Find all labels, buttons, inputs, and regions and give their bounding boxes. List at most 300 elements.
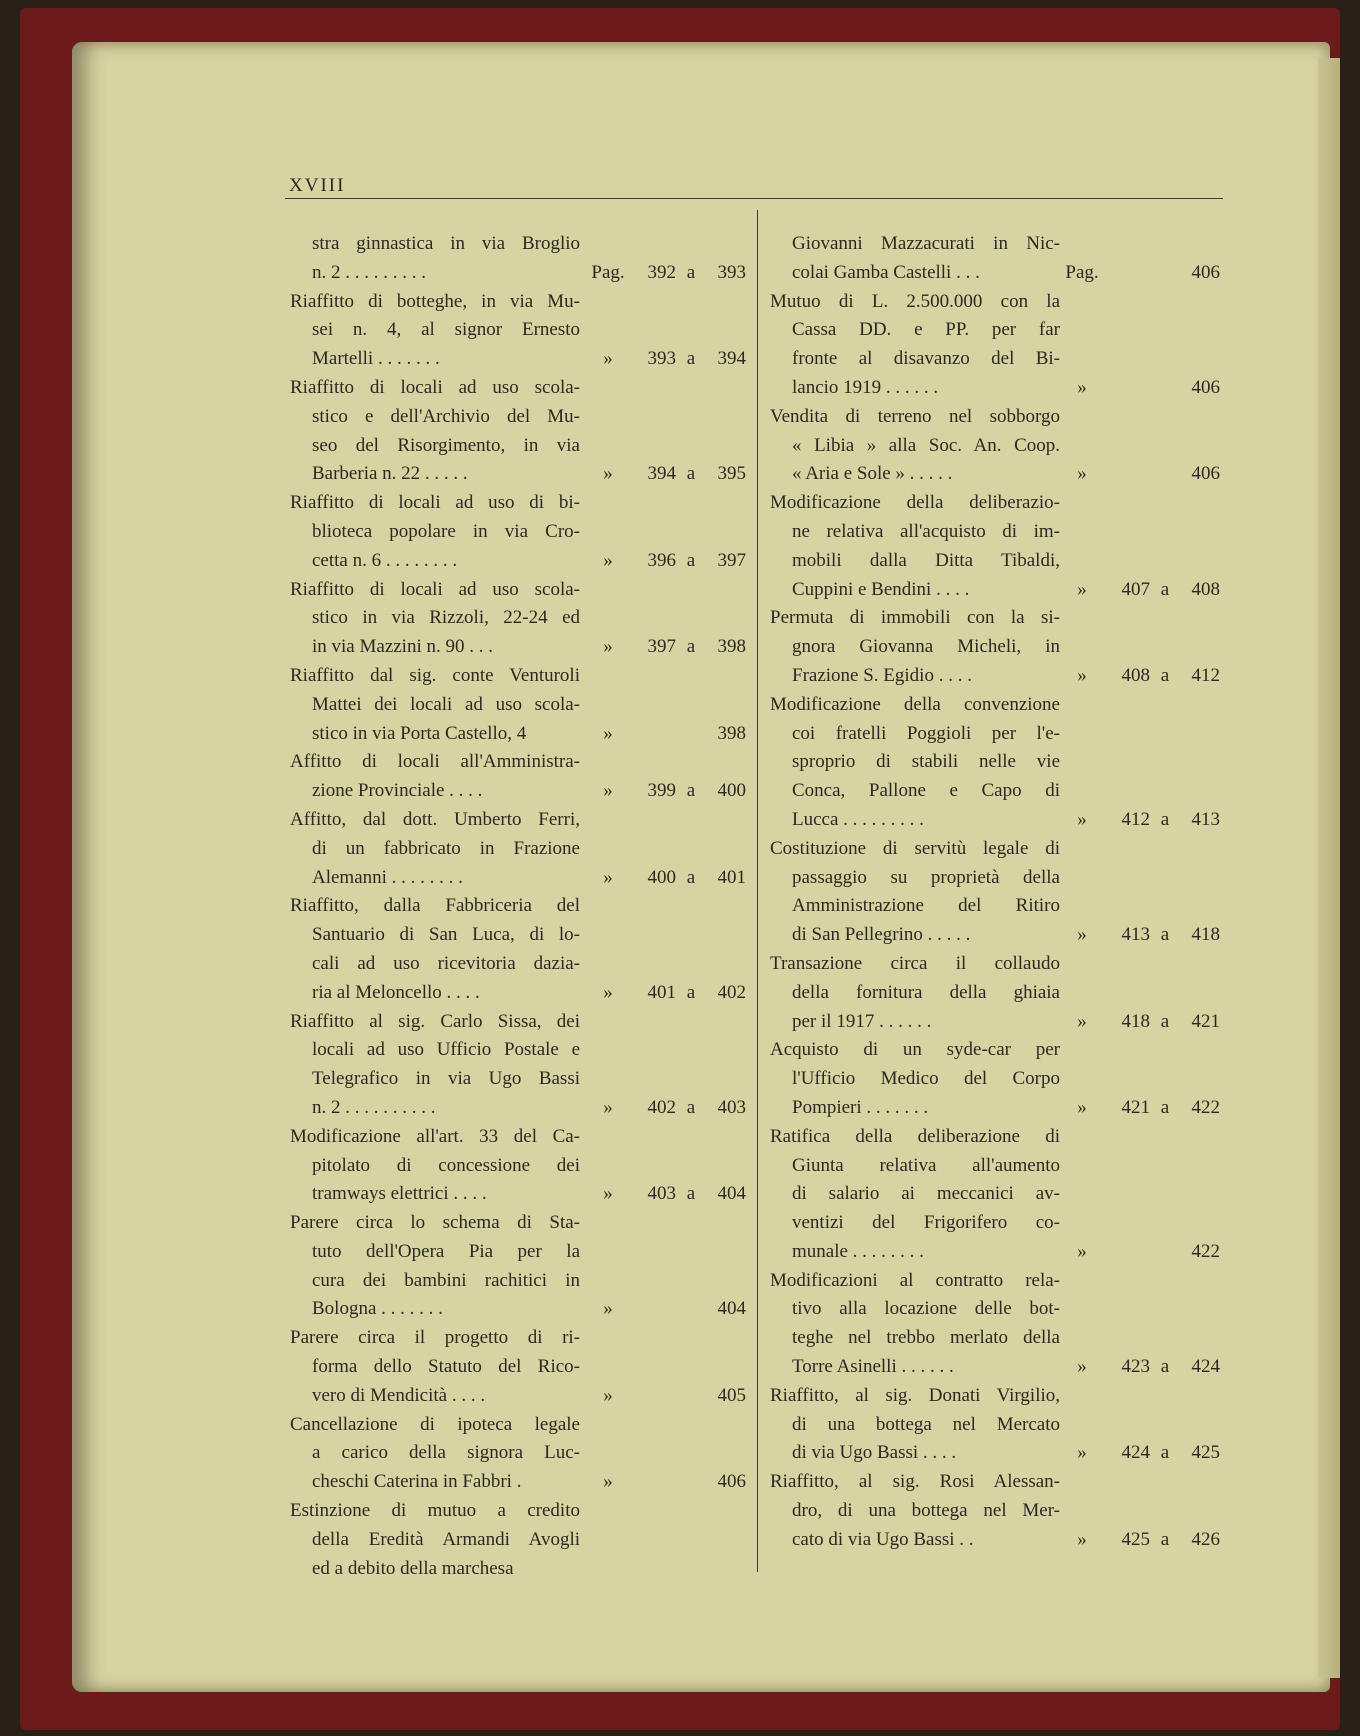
entry-line bbox=[290, 1497, 750, 1526]
entry-text: n. 2 . . . . . . . . . . bbox=[312, 1096, 436, 1118]
entry-line bbox=[770, 518, 1225, 547]
entry-line bbox=[290, 1267, 750, 1296]
entry-text: Cassa DD. e PP. per far bbox=[792, 319, 1060, 341]
entry-line bbox=[770, 547, 1225, 576]
entry-line bbox=[290, 1295, 750, 1324]
index-entry bbox=[290, 230, 750, 288]
entry-line bbox=[770, 1382, 1225, 1411]
page-number: XVIII bbox=[289, 175, 346, 196]
entry-line bbox=[290, 633, 750, 662]
entry-line bbox=[290, 662, 750, 691]
index-entry bbox=[770, 950, 1225, 1036]
entry-text: tivo alla locazione delle bot- bbox=[792, 1298, 1060, 1320]
entry-text: Permuta di immobili con la si- bbox=[770, 607, 1060, 629]
entry-text: fronte al disavanzo del Bi- bbox=[792, 348, 1060, 370]
page-to: 398 bbox=[717, 722, 746, 744]
page-marker: » bbox=[603, 1096, 613, 1118]
entry-text: sproprio di stabili nelle vie bbox=[792, 751, 1060, 773]
entry-text: Martelli . . . . . . . bbox=[312, 348, 440, 370]
entry-line bbox=[770, 316, 1225, 345]
entry-text: stico in via Porta Castello, 4 bbox=[312, 722, 527, 744]
page-to: 397 bbox=[717, 549, 746, 571]
page-marker: » bbox=[1077, 924, 1087, 946]
page-to: 424 bbox=[1191, 1356, 1220, 1378]
entry-line bbox=[770, 1497, 1225, 1526]
page-to: 404 bbox=[717, 1298, 746, 1320]
entry-line bbox=[290, 1382, 750, 1411]
entry-line bbox=[290, 720, 750, 749]
entry-text: cheschi Caterina in Fabbri . bbox=[312, 1471, 522, 1493]
entry-text: zione Provinciale . . . . bbox=[312, 780, 483, 802]
page-marker: » bbox=[1077, 578, 1087, 600]
entry-line bbox=[770, 748, 1225, 777]
entry-line bbox=[290, 1065, 750, 1094]
entry-line bbox=[290, 230, 750, 259]
entry-line bbox=[290, 345, 750, 374]
entry-text: seo del Risorgimento, in via bbox=[312, 434, 580, 456]
entry-line bbox=[770, 1267, 1225, 1296]
entry-text: Ratifica della deliberazione di bbox=[770, 1125, 1060, 1147]
range-word: a bbox=[1160, 664, 1170, 686]
page-marker: » bbox=[603, 1471, 613, 1493]
page-from: 407 bbox=[1121, 578, 1150, 600]
range-word: a bbox=[686, 261, 696, 283]
entry-text: cato di via Ugo Bassi . . bbox=[792, 1528, 974, 1550]
entry-line bbox=[290, 547, 750, 576]
entry-text: Modificazione all'art. 33 del Ca- bbox=[290, 1125, 580, 1147]
entry-line bbox=[770, 345, 1225, 374]
entry-line bbox=[290, 489, 750, 518]
entry-line bbox=[290, 892, 750, 921]
page-marker: Pag. bbox=[591, 261, 625, 283]
range-word: a bbox=[1160, 1096, 1170, 1118]
page-from: 403 bbox=[647, 1183, 676, 1205]
page-from: 393 bbox=[647, 348, 676, 370]
entry-line bbox=[290, 950, 750, 979]
range-word: a bbox=[686, 780, 696, 802]
page-marker: » bbox=[1077, 664, 1087, 686]
entry-text: ventizi del Frigorifero co- bbox=[792, 1212, 1060, 1234]
entry-line bbox=[770, 403, 1225, 432]
entry-text: gnora Giovanna Micheli, in bbox=[792, 636, 1060, 658]
page-to: 393 bbox=[717, 261, 746, 283]
range-word: a bbox=[1160, 1356, 1170, 1378]
entry-line bbox=[290, 1468, 750, 1497]
entry-text: di salario ai meccanici av- bbox=[792, 1183, 1060, 1205]
entry-line bbox=[290, 1152, 750, 1181]
page-to: 403 bbox=[717, 1096, 746, 1118]
range-word: a bbox=[1160, 924, 1170, 946]
range-word: a bbox=[686, 549, 696, 571]
entry-line bbox=[770, 576, 1225, 605]
entry-text: Mutuo di L. 2.500.000 con la bbox=[770, 290, 1060, 312]
page-to: 394 bbox=[717, 348, 746, 370]
entry-line bbox=[290, 864, 750, 893]
page-marker: » bbox=[1077, 1010, 1087, 1032]
entry-line bbox=[290, 835, 750, 864]
entry-text: Vendita di terreno nel sobborgo bbox=[770, 405, 1060, 427]
entry-text: Lucca . . . . . . . . . bbox=[792, 808, 924, 830]
index-entry bbox=[770, 1267, 1225, 1382]
entry-text: Affitto di locali all'Amministra- bbox=[290, 751, 580, 773]
page-marker: » bbox=[1077, 463, 1087, 485]
entry-text: Modificazioni al contratto rela- bbox=[770, 1269, 1060, 1291]
entry-line bbox=[770, 1065, 1225, 1094]
entry-text: lancio 1919 . . . . . . bbox=[792, 376, 939, 398]
entry-line bbox=[770, 691, 1225, 720]
left-column bbox=[290, 230, 750, 1583]
entry-line bbox=[770, 1036, 1225, 1065]
entry-line bbox=[290, 604, 750, 633]
page-to: 404 bbox=[717, 1183, 746, 1205]
range-word: a bbox=[1160, 1010, 1170, 1032]
page-marker: » bbox=[1077, 1442, 1087, 1464]
entry-line bbox=[290, 403, 750, 432]
entry-line bbox=[290, 1238, 750, 1267]
entry-line bbox=[290, 777, 750, 806]
entry-line bbox=[290, 288, 750, 317]
entry-line bbox=[290, 1008, 750, 1037]
page-marker: » bbox=[603, 1183, 613, 1205]
column-divider bbox=[757, 210, 758, 1572]
page-marker: » bbox=[1077, 1528, 1087, 1550]
page-marker: » bbox=[1077, 1356, 1087, 1378]
page-marker: » bbox=[603, 780, 613, 802]
index-entry bbox=[770, 1468, 1225, 1554]
entry-text: Telegrafico in via Ugo Bassi bbox=[312, 1068, 580, 1090]
entry-text: Riaffitto, al sig. Donati Virgilio, bbox=[770, 1384, 1060, 1406]
page-from: 400 bbox=[647, 866, 676, 888]
index-entry bbox=[290, 1123, 750, 1209]
entry-line bbox=[290, 576, 750, 605]
page-to: 412 bbox=[1191, 664, 1220, 686]
entry-text: cetta n. 6 . . . . . . . . bbox=[312, 549, 458, 571]
page-to: 413 bbox=[1191, 808, 1220, 830]
entry-line bbox=[770, 1295, 1225, 1324]
entry-text: di una bottega nel Mercato bbox=[792, 1413, 1060, 1435]
entry-text: della fornitura della ghiaia bbox=[792, 981, 1060, 1003]
entry-text: Riaffitto di locali ad uso scola- bbox=[290, 578, 580, 600]
entry-text: per il 1917 . . . . . . bbox=[792, 1010, 932, 1032]
index-entry bbox=[290, 1209, 750, 1324]
entry-text: Pompieri . . . . . . . bbox=[792, 1096, 929, 1118]
entry-line bbox=[770, 633, 1225, 662]
entry-text: « Aria e Sole » . . . . . bbox=[792, 463, 953, 485]
entry-text: coi fratelli Poggioli per l'e- bbox=[792, 722, 1060, 744]
entry-text: Barberia n. 22 . . . . . bbox=[312, 463, 468, 485]
entry-text: Bologna . . . . . . . bbox=[312, 1298, 443, 1320]
entry-text: Costituzione di servitù legale di bbox=[770, 837, 1060, 859]
index-entry bbox=[290, 662, 750, 748]
page-from: 421 bbox=[1121, 1096, 1150, 1118]
entry-text: sei n. 4, al signor Ernesto bbox=[312, 319, 580, 341]
entry-line bbox=[290, 374, 750, 403]
page-marker: » bbox=[1077, 808, 1087, 830]
entry-text: stico in via Rizzoli, 22-24 ed bbox=[312, 607, 580, 629]
entry-text: Giunta relativa all'aumento bbox=[792, 1154, 1060, 1176]
page-marker: » bbox=[603, 549, 613, 571]
entry-text: Parere circa il progetto di ri- bbox=[290, 1327, 580, 1349]
entry-line bbox=[290, 518, 750, 547]
entry-text: Riaffitto di locali ad uso scola- bbox=[290, 376, 580, 398]
entry-line bbox=[770, 1353, 1225, 1382]
entry-line bbox=[770, 777, 1225, 806]
page-from: 397 bbox=[647, 636, 676, 658]
index-entry bbox=[770, 403, 1225, 489]
index-entry bbox=[290, 288, 750, 374]
entry-line bbox=[770, 1180, 1225, 1209]
entry-line bbox=[770, 230, 1225, 259]
entry-line bbox=[290, 259, 750, 288]
entry-line bbox=[770, 1526, 1225, 1555]
entry-text: Mattei dei locali ad uso scola- bbox=[312, 693, 580, 715]
entry-line bbox=[770, 1094, 1225, 1123]
entry-line bbox=[770, 835, 1225, 864]
entry-line bbox=[770, 1123, 1225, 1152]
range-word: a bbox=[686, 463, 696, 485]
page-from: 401 bbox=[647, 981, 676, 1003]
entry-text: di via Ugo Bassi . . . . bbox=[792, 1442, 957, 1464]
entry-text: munale . . . . . . . . bbox=[792, 1240, 924, 1262]
entry-line bbox=[770, 1324, 1225, 1353]
entry-text: vero di Mendicità . . . . bbox=[312, 1384, 486, 1406]
entry-line bbox=[770, 460, 1225, 489]
page-to: 405 bbox=[717, 1384, 746, 1406]
entry-line bbox=[290, 979, 750, 1008]
page-marker: » bbox=[603, 981, 613, 1003]
index-entry bbox=[290, 748, 750, 806]
entry-text: Riaffitto, al sig. Rosi Alessan- bbox=[770, 1471, 1060, 1493]
page-from: 392 bbox=[647, 261, 676, 283]
entry-line bbox=[770, 432, 1225, 461]
page-from: 394 bbox=[647, 463, 676, 485]
entry-text: cura dei bambini rachitici in bbox=[312, 1269, 580, 1291]
page-from: 413 bbox=[1121, 924, 1150, 946]
index-entry bbox=[290, 1411, 750, 1497]
entry-text: cali ad uso ricevitoria dazia- bbox=[312, 952, 580, 974]
entry-line bbox=[770, 950, 1225, 979]
entry-text: Parere circa lo schema di Sta- bbox=[290, 1212, 580, 1234]
page-from: 424 bbox=[1121, 1442, 1150, 1464]
page-to: 401 bbox=[717, 866, 746, 888]
entry-text: Riaffitto, dalla Fabbriceria del bbox=[290, 895, 580, 917]
index-entry bbox=[770, 288, 1225, 403]
index-entry bbox=[770, 835, 1225, 950]
page-from: 402 bbox=[647, 1096, 676, 1118]
page-to: 400 bbox=[717, 780, 746, 802]
entry-line bbox=[770, 1439, 1225, 1468]
entry-text: Transazione circa il collaudo bbox=[770, 952, 1060, 974]
entry-text: Acquisto di un syde-car per bbox=[770, 1039, 1060, 1061]
index-entry bbox=[290, 1008, 750, 1123]
entry-line bbox=[770, 1008, 1225, 1037]
entry-text: forma dello Statuto del Rico- bbox=[312, 1356, 580, 1378]
entry-text: Giovanni Mazzacurati in Nic- bbox=[792, 233, 1060, 254]
entry-text: « Libia » alla Soc. An. Coop. bbox=[792, 434, 1060, 456]
page-marker: » bbox=[603, 866, 613, 888]
entry-line bbox=[770, 374, 1225, 403]
index-entry bbox=[770, 1382, 1225, 1468]
index-entry bbox=[290, 576, 750, 662]
entry-text: Riaffitto dal sig. conte Venturoli bbox=[290, 664, 580, 686]
entry-text: di San Pellegrino . . . . . bbox=[792, 924, 971, 946]
entry-line bbox=[290, 1324, 750, 1353]
entry-line bbox=[290, 1555, 750, 1584]
index-entry bbox=[770, 1123, 1225, 1267]
entry-line bbox=[290, 806, 750, 835]
page-marker: » bbox=[603, 1298, 613, 1320]
entry-line bbox=[290, 432, 750, 461]
entry-line bbox=[290, 748, 750, 777]
page-from: 425 bbox=[1121, 1528, 1150, 1550]
page-to: 408 bbox=[1191, 578, 1220, 600]
entry-line bbox=[770, 892, 1225, 921]
range-word: a bbox=[686, 1183, 696, 1205]
entry-text: Riaffitto di locali ad uso di bi- bbox=[290, 492, 580, 514]
page-to: 425 bbox=[1191, 1442, 1220, 1464]
entry-text: mobili dalla Ditta Tibaldi, bbox=[792, 549, 1060, 571]
index-entry bbox=[770, 489, 1225, 604]
entry-text: Riaffitto di botteghe, in via Mu- bbox=[290, 290, 580, 312]
index-entry bbox=[290, 374, 750, 489]
page-marker: » bbox=[1077, 1096, 1087, 1118]
entry-line bbox=[770, 1411, 1225, 1440]
entry-text: Frazione S. Egidio . . . . bbox=[792, 664, 972, 686]
entry-text: di un fabbricato in Frazione bbox=[312, 837, 580, 859]
entry-line bbox=[290, 1439, 750, 1468]
entry-text: della Eredità Armandi Avogli bbox=[312, 1528, 580, 1550]
entry-line bbox=[770, 1238, 1225, 1267]
entry-text: Riaffitto al sig. Carlo Sissa, dei bbox=[290, 1010, 580, 1032]
page-to: 422 bbox=[1191, 1240, 1220, 1262]
range-word: a bbox=[686, 981, 696, 1003]
entry-line bbox=[770, 1152, 1225, 1181]
entry-line bbox=[290, 1209, 750, 1238]
entry-text: stra ginnastica in via Broglio bbox=[312, 233, 580, 254]
index-entry bbox=[770, 230, 1225, 288]
entry-line bbox=[770, 979, 1225, 1008]
entry-text: l'Ufficio Medico del Corpo bbox=[792, 1068, 1060, 1090]
entry-text: Conca, Pallone e Capo di bbox=[792, 780, 1060, 802]
range-word: a bbox=[1160, 1442, 1170, 1464]
entry-text: tuto dell'Opera Pia per la bbox=[312, 1240, 580, 1262]
range-word: a bbox=[686, 1096, 696, 1118]
range-word: a bbox=[1160, 1528, 1170, 1550]
entry-text: colai Gamba Castelli . . . bbox=[792, 261, 980, 283]
entry-line bbox=[770, 489, 1225, 518]
entry-text: Cuppini e Bendini . . . . bbox=[792, 578, 970, 600]
entry-line bbox=[290, 460, 750, 489]
entry-text: dro, di una bottega nel Mer- bbox=[792, 1500, 1060, 1522]
entry-text: in via Mazzini n. 90 . . . bbox=[312, 636, 493, 658]
entry-line bbox=[770, 259, 1225, 288]
page-to: 406 bbox=[1191, 261, 1220, 283]
entry-text: Modificazione della deliberazio- bbox=[770, 492, 1060, 514]
page-marker: » bbox=[603, 1384, 613, 1406]
index-entry bbox=[290, 892, 750, 1007]
entry-line bbox=[290, 1526, 750, 1555]
entry-text: blioteca popolare in via Cro- bbox=[312, 520, 580, 542]
index-entry bbox=[290, 1497, 750, 1583]
index-entry bbox=[770, 1036, 1225, 1122]
entry-text: ne relativa all'acquisto di im- bbox=[792, 520, 1060, 542]
page-to: 421 bbox=[1191, 1010, 1220, 1032]
entry-text: Affitto, dal dott. Umberto Ferri, bbox=[290, 808, 580, 830]
page-to: 418 bbox=[1191, 924, 1220, 946]
page-from: 399 bbox=[647, 780, 676, 802]
page-to: 426 bbox=[1191, 1528, 1220, 1550]
entry-line bbox=[290, 1094, 750, 1123]
entry-line bbox=[290, 316, 750, 345]
range-word: a bbox=[1160, 578, 1170, 600]
entry-line bbox=[770, 1468, 1225, 1497]
entry-text: ed a debito della marchesa bbox=[312, 1557, 514, 1579]
page-marker: » bbox=[603, 722, 613, 744]
index-entry bbox=[290, 806, 750, 892]
page-to: 395 bbox=[717, 463, 746, 485]
page-from: 408 bbox=[1121, 664, 1150, 686]
page-to: 406 bbox=[717, 1471, 746, 1493]
index-entry bbox=[770, 604, 1225, 690]
entry-text: Torre Asinelli . . . . . . bbox=[792, 1356, 954, 1378]
entry-text: Amministrazione del Ritiro bbox=[792, 895, 1060, 917]
page-from: 418 bbox=[1121, 1010, 1150, 1032]
entry-text: tramways elettrici . . . . bbox=[312, 1183, 487, 1205]
entry-text: stico e dell'Archivio del Mu- bbox=[312, 405, 580, 427]
entry-line bbox=[770, 288, 1225, 317]
entry-line bbox=[290, 921, 750, 950]
page-marker: » bbox=[1077, 376, 1087, 398]
right-column bbox=[770, 230, 1225, 1555]
entry-text: pitolato di concessione dei bbox=[312, 1154, 580, 1176]
page-to: 406 bbox=[1191, 463, 1220, 485]
page-from: 396 bbox=[647, 549, 676, 571]
page-to: 402 bbox=[717, 981, 746, 1003]
page-marker: » bbox=[603, 348, 613, 370]
entry-text: ria al Meloncello . . . . bbox=[312, 981, 480, 1003]
entry-text: Alemanni . . . . . . . . bbox=[312, 866, 463, 888]
entry-text: Santuario di San Luca, di lo- bbox=[312, 924, 580, 946]
entry-line bbox=[290, 1353, 750, 1382]
page-marker: » bbox=[603, 636, 613, 658]
entry-text: Cancellazione di ipoteca legale bbox=[290, 1413, 580, 1435]
page-from: 423 bbox=[1121, 1356, 1150, 1378]
index-entry bbox=[290, 1324, 750, 1410]
entry-text: teghe nel trebbo merlato della bbox=[792, 1327, 1060, 1349]
page-marker: Pag. bbox=[1065, 261, 1099, 283]
entry-text: passaggio su proprietà della bbox=[792, 866, 1060, 888]
range-word: a bbox=[686, 636, 696, 658]
page-from: 412 bbox=[1121, 808, 1150, 830]
entry-text: a carico della signora Luc- bbox=[312, 1442, 580, 1464]
entry-line bbox=[770, 1209, 1225, 1238]
entry-line bbox=[290, 1411, 750, 1440]
entry-line bbox=[770, 806, 1225, 835]
page-marker: » bbox=[603, 463, 613, 485]
entry-line bbox=[290, 1123, 750, 1152]
page-marker: » bbox=[1077, 1240, 1087, 1262]
range-word: a bbox=[686, 866, 696, 888]
index-entry bbox=[290, 489, 750, 575]
entry-line bbox=[770, 604, 1225, 633]
entry-text: Modificazione della convenzione bbox=[770, 693, 1060, 715]
page-edge bbox=[1318, 58, 1340, 1678]
range-word: a bbox=[1160, 808, 1170, 830]
page-to: 406 bbox=[1191, 376, 1220, 398]
entry-line bbox=[770, 662, 1225, 691]
range-word: a bbox=[686, 348, 696, 370]
entry-line bbox=[290, 1036, 750, 1065]
